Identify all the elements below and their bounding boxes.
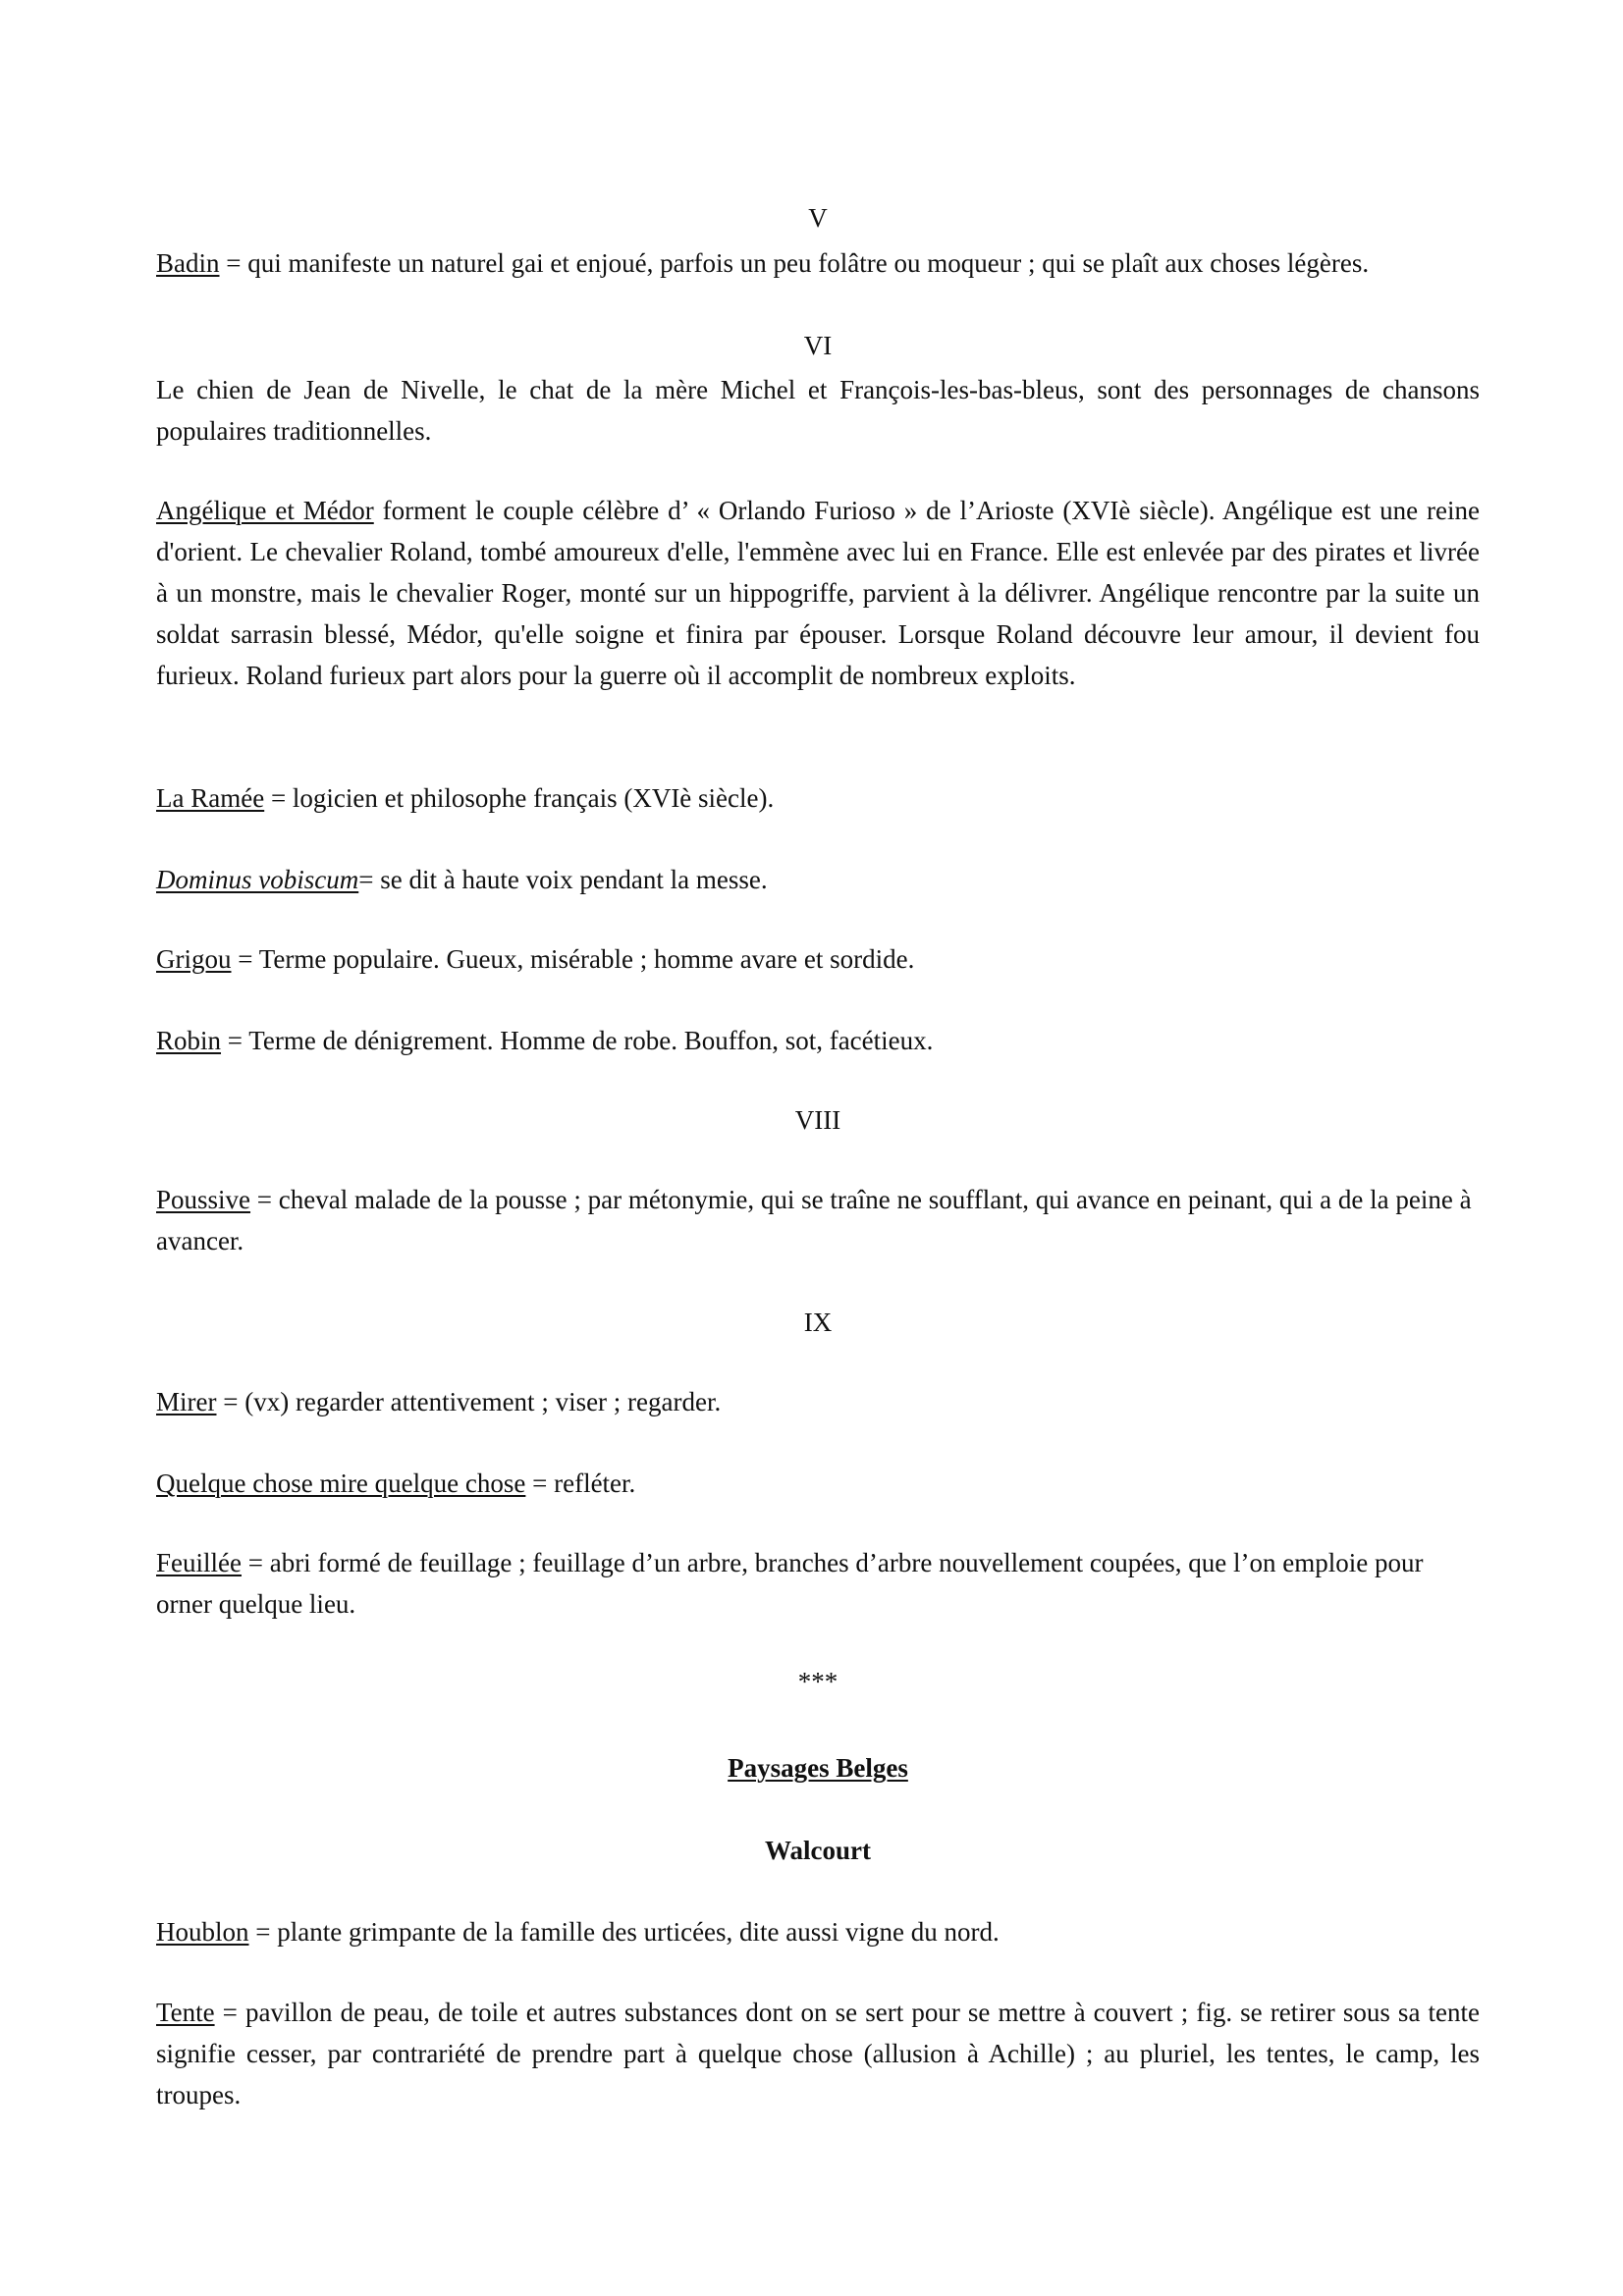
entry-term: La Ramée [156, 783, 265, 813]
entry-term: Poussive [156, 1185, 251, 1214]
entry-feuillee [156, 1542, 1480, 1625]
entry-definition: = abri formé de feuillage ; feuillage d’un arbre, branches d’arbre nouvellement coupées, que l’on emploie pour orner quelque lieu. [156, 1548, 1424, 1619]
entry-definition: = qui manifeste un naturel gai et enjoué, parfois un peu folâtre ou moqueur ; qui se plaît aux choses légères. [219, 248, 1370, 278]
entry-poussive [156, 1179, 1480, 1261]
entry-term: Tente [156, 1998, 215, 2027]
entry-term: Robin [156, 1026, 222, 1055]
entry-term: Feuillée [156, 1548, 242, 1577]
entry-term: Quelque chose mire quelque chose [156, 1468, 526, 1498]
entry-angelique-medor [156, 490, 1480, 696]
section-heading-vi: VI [803, 331, 833, 360]
entry-dominus-vobiscum [156, 859, 1480, 900]
entry-term: Grigou [156, 944, 232, 974]
entry-definition: = (vx) regarder attentivement ; viser ; regarder. [216, 1387, 722, 1416]
entry-definition: = cheval malade de la pousse ; par métonymie, qui se traîne ne soufflant, qui avance en peinant, qui a de la peine à avancer. [156, 1185, 1472, 1255]
entry-tente [156, 1992, 1480, 2115]
entry-robin [156, 1020, 1480, 1061]
heading-title [156, 1747, 1480, 1789]
paragraph-chansons: Le chien de Jean de Nivelle, le chat de la mère Michel et François-les-bas-bleus, sont des personnages de chansons populaires traditionnelles. [156, 375, 1480, 446]
section-heading-v: V [808, 203, 828, 233]
entry-definition: = se dit à haute voix pendant la messe. [358, 865, 768, 894]
entry-definition: = Terme de dénigrement. Homme de robe. Bouffon, sot, facétieux. [221, 1026, 934, 1055]
entry-badin [156, 242, 1480, 284]
heading-subtitle: Walcourt [765, 1836, 871, 1865]
entry-definition: = plante grimpante de la famille des urticées, dite aussi vigne du nord. [248, 1917, 1000, 1947]
entry-mirer [156, 1381, 1480, 1422]
section-heading-ix: IX [803, 1308, 833, 1337]
entry-term: Badin [156, 248, 220, 278]
entry-la-ramee [156, 777, 1480, 819]
entry-term: Mirer [156, 1387, 217, 1416]
entry-grigou [156, 938, 1480, 980]
entry-definition: = refléter. [525, 1468, 636, 1498]
entry-definition: forment le couple célèbre d’ « Orlando Furioso » de l’Arioste (XVIè siècle). Angélique est une reine d'orient. Le chevalier Roland, tombé amoureux d'elle, l'emmène avec lui en France. Elle est enlevée par des pirates et livrée à un monstre, mais le chevalier Roger, monté sur un hippogriffe, parvient à la délivrer. Angélique rencontre par la suite un soldat sarrasin blessé, Médor, qu'elle soigne et finira par épouser. Lorsque Roland découvre leur amour, il devient fou furieux. Roland furieux part alors pour la guerre où il accomplit de nombreux exploits. [156, 496, 1481, 690]
entry-definition: = logicien et philosophe français (XVIè siècle). [264, 783, 775, 813]
entry-term: Dominus vobiscum [156, 865, 359, 894]
section-heading-viii: VIII [794, 1105, 841, 1135]
entry-definition: = pavillon de peau, de toile et autres substances dont on se sert pour se mettre à couvert ; fig. se retirer sous sa tente signifie cesser, par contrariété de prendre part à quelque chose (allusion à Achille) ; au pluriel, les tentes, le camp, les troupes. [156, 1998, 1480, 2109]
entry-term: Houblon [156, 1917, 249, 1947]
entry-houblon [156, 1911, 1480, 1952]
entry-quelque-chose-mire [156, 1463, 1480, 1504]
section-separator: *** [797, 1667, 839, 1696]
entry-definition: = Terme populaire. Gueux, misérable ; homme avare et sordide. [231, 944, 915, 974]
entry-term: Angélique et Médor [156, 496, 374, 525]
heading-title-text: Paysages Belges [728, 1753, 908, 1783]
